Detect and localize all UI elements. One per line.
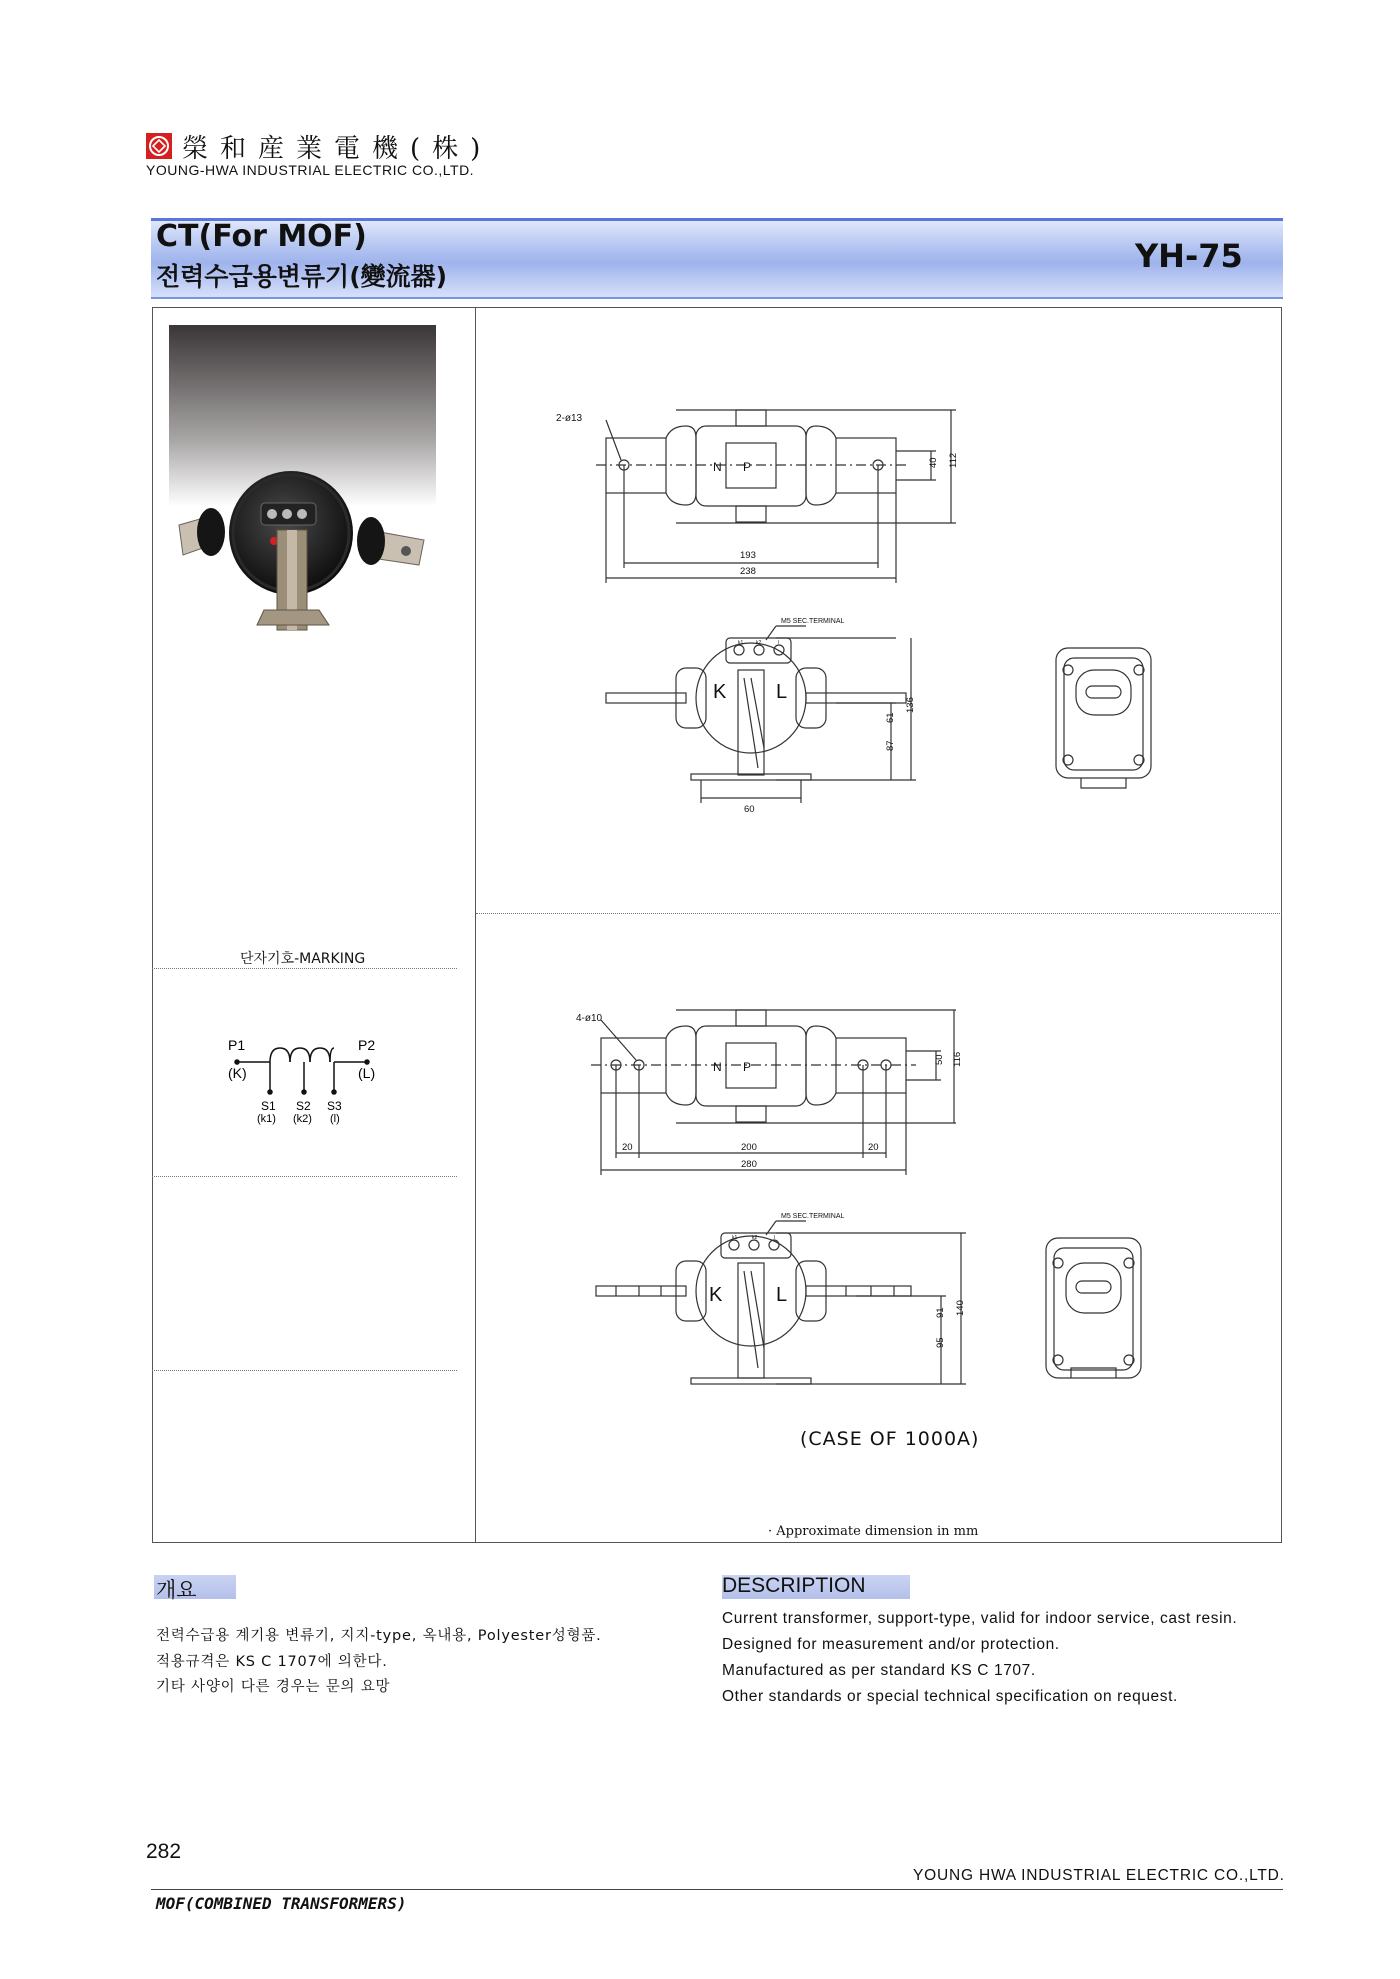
page-number: 282 [146,1840,182,1863]
marking-bottom-rule [152,1176,457,1177]
marking-top-rule [152,968,457,969]
d2-dim-95: 95 [935,1337,946,1348]
overview-line: 적용규격은 KS C 1707에 의한다. [156,1654,388,1670]
d1-dim-238: 238 [740,566,756,577]
d2-n: N [713,1060,722,1074]
d2-dim-200: 200 [741,1142,757,1153]
description-line: Other standards or special technical specification on request. [722,1688,1178,1705]
model-number: YH-75 [1135,237,1243,275]
case-note: (CASE OF 1000A) [800,1428,980,1450]
approx-note: · Approximate dimension in mm [768,1524,979,1539]
marking-l-small: (l) [330,1113,340,1125]
marking-k: (K) [228,1065,247,1081]
company-name-english: YOUNG-HWA INDUSTRIAL ELECTRIC CO.,LTD. [146,162,475,178]
d2-l: L [776,1284,788,1306]
marking-s3: S3 [327,1099,342,1113]
d1-terminal: M5 SEC.TERMINAL [781,618,845,625]
marking-l: (L) [358,1065,376,1081]
d1-dim-61: 61 [885,712,896,723]
empty-cell-rule [152,1370,457,1371]
d1-t-k1: k1 [738,640,744,646]
d1-dim-87: 87 [885,740,896,751]
footer-company: YOUNG HWA INDUSTRIAL ELECTRIC CO.,LTD. [913,1867,1285,1884]
marking-k2: (k2) [293,1113,312,1125]
d1-t-k2: k2 [756,640,762,646]
product-subtitle: 전력수급용변류기(變流器) [156,262,448,291]
company-name-korean: 榮和産業電機(株) [182,134,493,164]
overview-heading: 개요 [156,1578,197,1602]
d1-l: L [776,681,788,703]
description-heading: DESCRIPTION [722,1574,866,1597]
d1-hole-note: 2-ø13 [556,413,583,424]
footer-section-title: MOF(COMBINED TRANSFORMERS) [156,1894,407,1913]
d2-dim-140: 140 [955,1300,966,1316]
d2-dim-116: 116 [952,1051,963,1067]
terminal-marking-diagram [152,1030,475,1145]
d2-t-k2: k2 [752,1235,758,1241]
d2-k: K [709,1284,723,1306]
d2-t-k1: k1 [732,1235,738,1241]
d1-p: P [743,460,752,474]
description-line: Current transformer, support-type, valid for indoor service, cast resin. [722,1610,1238,1627]
d1-dim-136: 136 [905,697,916,713]
overview-line: 기타 사양이 다른 경우는 문의 요망 [156,1679,391,1695]
dimension-drawing-standard [476,308,1282,913]
product-photo [169,325,436,655]
d2-terminal: M5 SEC.TERMINAL [781,1213,845,1220]
d2-dim-280: 280 [741,1159,757,1170]
marking-k1: (k1) [257,1113,276,1125]
d1-t-l: l [778,640,780,646]
d2-p: P [743,1060,752,1074]
d1-n: N [713,460,722,474]
overview-line: 전력수급용 계기용 변류기, 지지-type, 옥내용, Polyester성형품. [156,1628,602,1644]
d1-dim-112: 112 [948,452,959,468]
company-logo-icon [146,133,172,159]
d2-hole-note: 4-ø10 [576,1013,603,1024]
d2-dim-20b: 20 [868,1142,879,1153]
d1-dim-60: 60 [744,804,755,815]
marking-p2: P2 [358,1037,376,1053]
marking-p1: P1 [228,1037,246,1053]
product-title: CT(For MOF) [156,219,367,254]
d2-dim-91: 91 [935,1307,946,1318]
d2-dim-20a: 20 [622,1142,633,1153]
marking-s1: S1 [261,1099,276,1113]
d2-t-l: l [774,1235,776,1241]
d1-dim-40: 40 [928,457,939,468]
marking-s2: S2 [296,1099,311,1113]
description-line: Manufactured as per standard KS C 1707. [722,1662,1036,1679]
d1-dim-193: 193 [740,550,756,561]
description-line: Designed for measurement and/or protection. [722,1636,1060,1653]
marking-label: 단자기호-MARKING [240,951,366,967]
d2-dim-50: 50 [934,1054,945,1065]
footer-rule [151,1889,1283,1890]
d1-k: K [713,681,727,703]
